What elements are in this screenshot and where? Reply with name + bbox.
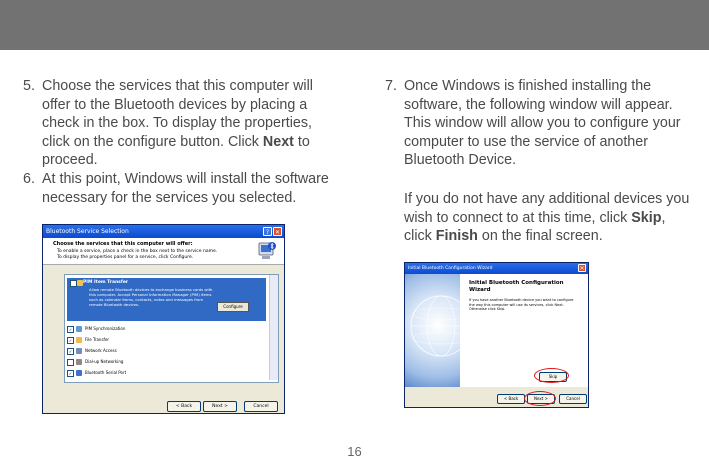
- next-emphasis: Next: [262, 133, 294, 150]
- next-highlight-circle: [524, 391, 556, 406]
- step-7: [385, 77, 695, 170]
- step-6: [23, 170, 333, 207]
- page-number: 16: [347, 444, 362, 459]
- note-text-part: on the final screen.: [477, 228, 603, 245]
- sync-icon: [76, 326, 82, 332]
- cancel-button[interactable]: Cancel: [559, 394, 587, 404]
- service-name: PIM Synchronization: [85, 326, 126, 331]
- selected-service-description: Allow remote Bluetooth devices to exchange business cards with this computer. Accept Personal Information Manager (PIM) items such as calendar items, contacts, notes and messages from remote Bluetooth devices.: [89, 287, 213, 307]
- service-item[interactable]: [67, 368, 126, 377]
- step-5: [23, 77, 333, 170]
- dialog-header: [43, 238, 284, 265]
- dialog-instructions: [57, 249, 217, 260]
- header-bar: [0, 0, 709, 50]
- bluetooth-service-selection-screenshot: [42, 224, 285, 414]
- modem-icon: [76, 359, 82, 365]
- selected-service-item[interactable]: [67, 278, 266, 321]
- skip-emphasis: Skip: [631, 209, 662, 226]
- bluetooth-computer-icon: [258, 240, 276, 262]
- step-number: 6.: [23, 170, 35, 187]
- cancel-button[interactable]: Cancel: [244, 401, 278, 412]
- selected-service-name: PIM Item Transfer: [83, 280, 129, 285]
- step-text: Once Windows is finished installing the software, the following window will appear. This window will allow you to configure your computer to use the service of another Bluetooth Device.: [404, 78, 681, 169]
- help-button[interactable]: ?: [263, 227, 272, 236]
- instruction-line: To display the properties panel for a service, click Configure.: [57, 254, 194, 260]
- step-text: [42, 77, 333, 170]
- window-title: Initial Bluetooth Configuration Wizard: [408, 266, 493, 271]
- close-button[interactable]: ✕: [579, 265, 585, 272]
- skip-highlight-circle: [534, 368, 569, 383]
- wizard-text: If you have another Bluetooth device you want to configure the way this computer will use its services, click Next. Otherwise click Skip.: [469, 298, 574, 311]
- close-button[interactable]: ✕: [274, 229, 281, 236]
- service-checkbox[interactable]: ✓: [68, 370, 73, 376]
- window-controls: [263, 227, 282, 236]
- dialog-heading: Choose the services that this computer will offer:: [53, 241, 193, 247]
- instruction-line: To enable a service, place a check in the box next to the service name.: [57, 249, 218, 254]
- service-item[interactable]: [67, 324, 125, 333]
- folder-icon: [76, 337, 82, 343]
- window-controls: [578, 264, 586, 272]
- globe-graphic-icon: [405, 274, 460, 387]
- service-name: Dial-up Networking: [85, 359, 124, 364]
- service-name: Bluetooth Serial Port: [85, 370, 127, 375]
- right-column: [385, 77, 695, 246]
- service-item[interactable]: [67, 335, 109, 344]
- service-checkbox[interactable]: ✓: [71, 281, 76, 286]
- service-checkbox[interactable]: ✓: [68, 326, 73, 332]
- service-name: File Transfer: [85, 337, 110, 342]
- step-text: At this point, Windows will install the software necessary for the services you selected.: [42, 170, 329, 206]
- bluetooth-configuration-wizard-screenshot: [404, 262, 589, 408]
- skip-note: [404, 190, 695, 246]
- service-item[interactable]: [67, 357, 123, 366]
- service-item[interactable]: [67, 346, 117, 355]
- service-list: [64, 274, 279, 383]
- window-title-bar: [43, 225, 284, 238]
- finish-emphasis: Finish: [435, 228, 478, 245]
- step-number: 5.: [23, 78, 35, 94]
- configure-button[interactable]: Configure: [217, 302, 249, 312]
- network-icon: [76, 348, 82, 354]
- serial-port-icon: [76, 370, 82, 376]
- next-button[interactable]: Next >: [203, 401, 237, 412]
- left-column: [23, 77, 333, 207]
- service-checkbox[interactable]: ✓: [68, 337, 73, 343]
- wizard-heading: Initial Bluetooth Configuration Wizard: [469, 280, 564, 293]
- window-title: Bluetooth Service Selection: [46, 228, 129, 235]
- step-text-part: to proceed.: [42, 133, 310, 169]
- wizard-side-art: [405, 274, 460, 387]
- back-button[interactable]: < Back: [497, 394, 525, 404]
- window-title-bar: [405, 263, 588, 274]
- service-name: Network Access: [85, 348, 117, 353]
- skip-button[interactable]: Skip: [539, 372, 567, 382]
- list-scrollbar[interactable]: [269, 275, 278, 380]
- note-text-part: , click: [404, 209, 666, 245]
- note-text-part: If you do not have any additional devices you wish to connect to at this time, click: [404, 190, 690, 226]
- next-button[interactable]: Next >: [527, 394, 555, 404]
- service-checkbox[interactable]: [67, 359, 74, 366]
- step-text-part: Choose the services that this computer will offer to the Bluetooth devices by placing a check in the box. To display the properties, click on the configure button. Click: [42, 78, 313, 150]
- step-number: 7.: [385, 78, 397, 94]
- wizard-body: [405, 274, 588, 387]
- back-button[interactable]: < Back: [167, 401, 201, 412]
- service-checkbox[interactable]: ✓: [68, 348, 73, 354]
